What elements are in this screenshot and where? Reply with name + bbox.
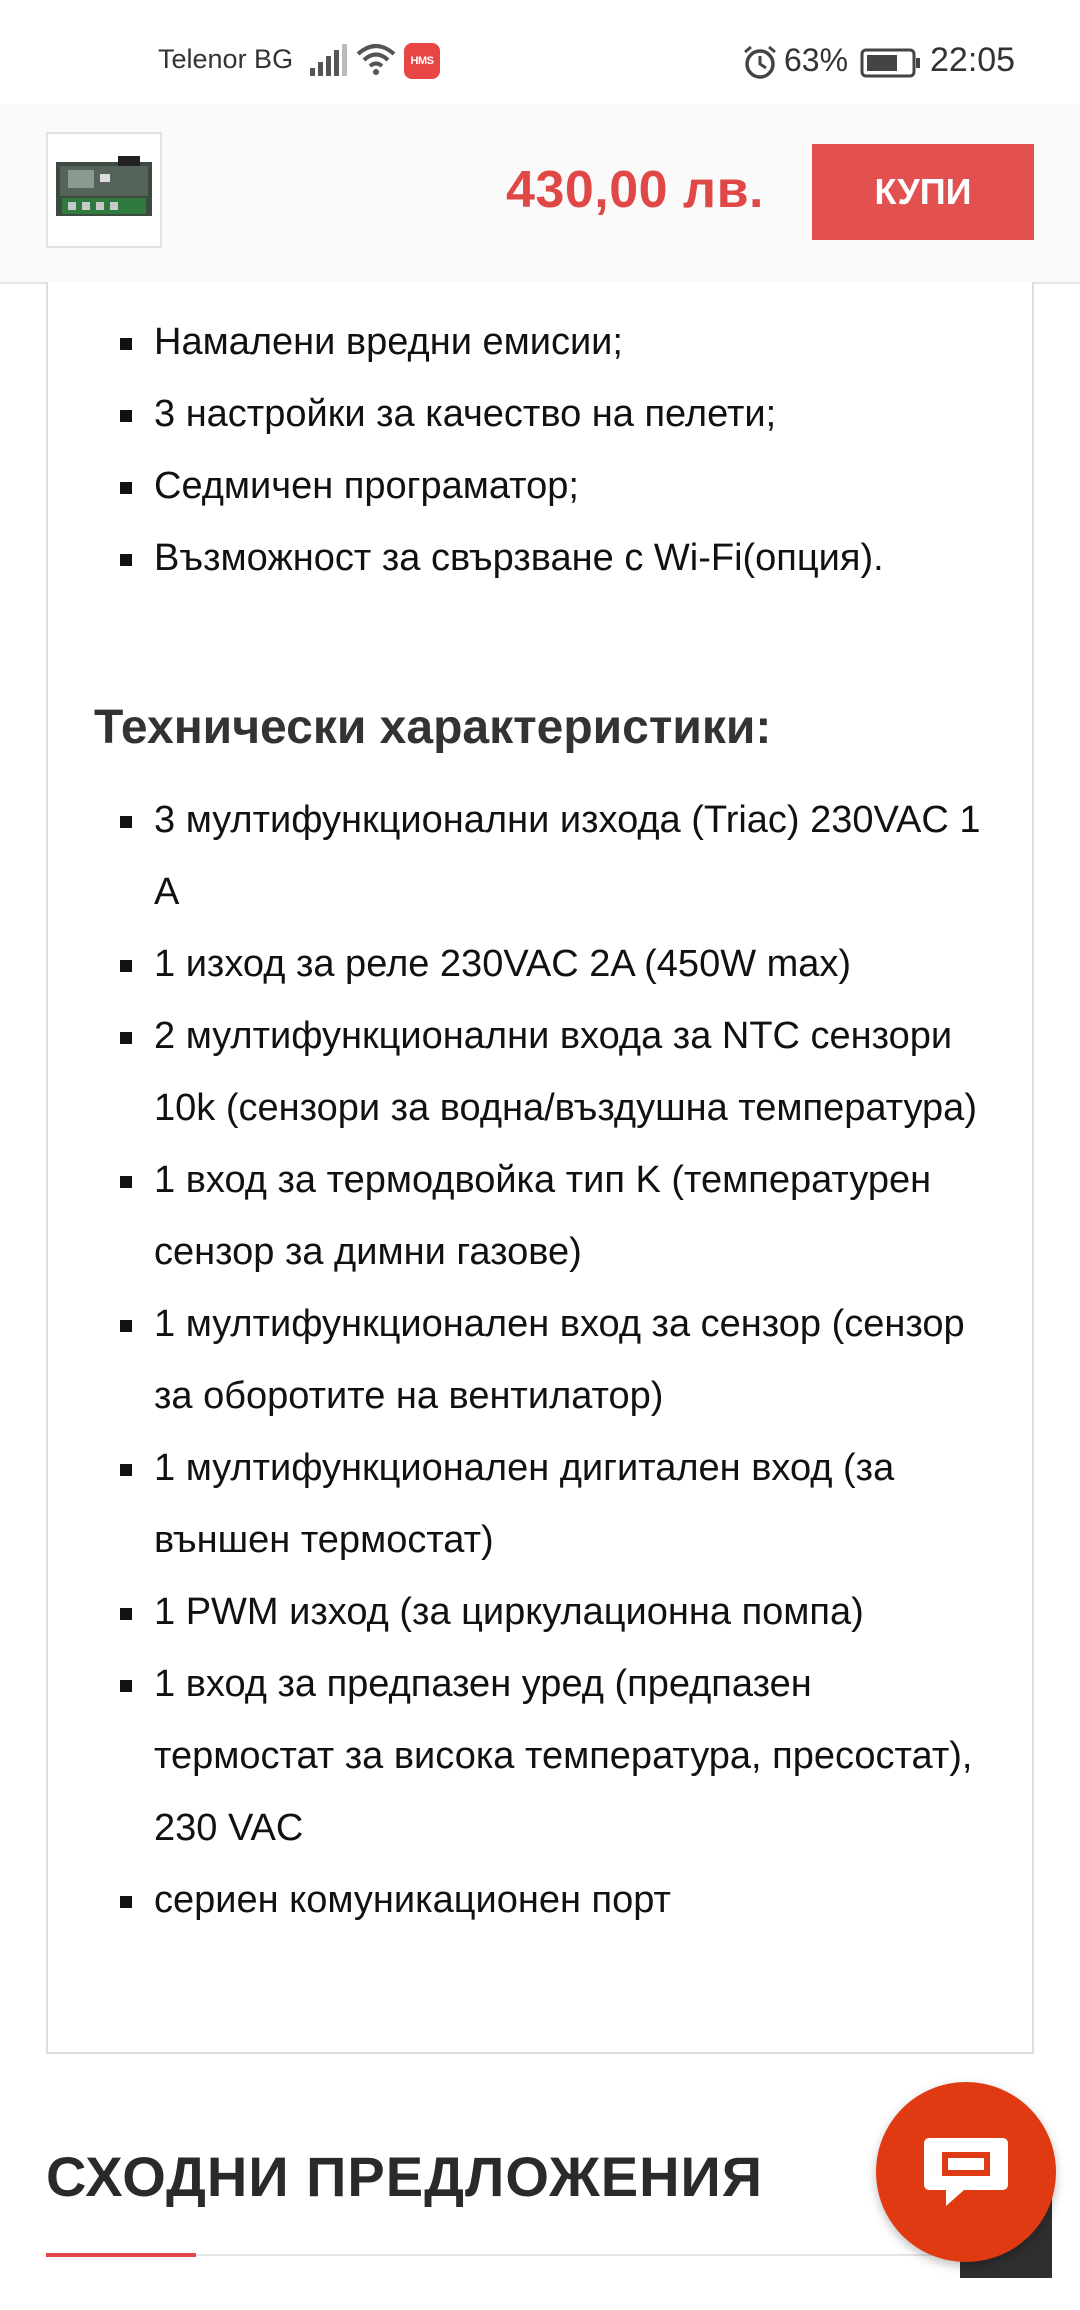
list-item: сериен комуникационен порт: [48, 1864, 988, 1936]
specs-heading: Технически характеристики:: [94, 701, 772, 754]
product-description: [46, 282, 1034, 2054]
alarm-icon: [742, 44, 778, 80]
bullet: [120, 1032, 132, 1044]
bullet: [120, 1608, 132, 1620]
heading-divider-accent: [46, 2253, 196, 2257]
chat-bubble-icon: [920, 2126, 1012, 2218]
product-price: 430,00 лв.: [506, 161, 764, 219]
bullet: [120, 1176, 132, 1188]
status-bar: [0, 0, 1080, 104]
buy-button[interactable]: КУПИ: [812, 144, 1034, 240]
list-item: 1 мултифункционален вход за сензор (сензор за оборотите на вентилатор): [48, 1288, 988, 1432]
list-item: 1 PWM изход (за циркулационна помпа): [48, 1576, 988, 1648]
list-item: 1 мултифункционален дигитален вход (за външен термостат): [48, 1432, 988, 1576]
battery-percent: 63%: [784, 42, 849, 78]
sticky-buy-bar: [0, 104, 1080, 284]
list-item: 3 мултифункционални изхода (Triac) 230VAC 1 A: [48, 784, 988, 928]
list-item: Намалени вредни емисии;: [48, 306, 988, 378]
list-item: Възможност за свързване с Wi-Fi(опция).: [48, 522, 988, 594]
bullet: [120, 1680, 132, 1692]
wifi-icon: [356, 42, 396, 76]
product-thumbnail[interactable]: [46, 132, 162, 248]
bullet: [120, 554, 132, 566]
specs-list: [48, 784, 988, 1936]
carrier-label: Telenor BG: [158, 44, 294, 74]
bullet: [120, 1464, 132, 1476]
bullet: [120, 1896, 132, 1908]
list-item: 2 мултифункционални входа за NTC сензори 10k (сензори за водна/въздушна температура): [48, 1000, 988, 1144]
clock: 22:05: [930, 41, 1016, 79]
signal-icon: [308, 44, 348, 78]
bullet: [120, 410, 132, 422]
battery-icon: [860, 48, 922, 78]
bullet: [120, 1320, 132, 1332]
bullet: [120, 338, 132, 350]
bullet: [120, 960, 132, 972]
list-item: 1 вход за предпазен уред (предпазен термостат за висока температура, пресостат), 230 VAC: [48, 1648, 988, 1864]
chat-button[interactable]: [876, 2082, 1056, 2262]
bullet: [120, 816, 132, 828]
list-item: 3 настройки за качество на пелети;: [48, 378, 988, 450]
hms-notification-icon: HMS: [404, 43, 440, 79]
feature-list: [48, 306, 988, 594]
list-item: 1 изход за реле 230VAC 2A (450W max): [48, 928, 988, 1000]
similar-offers-heading: СХОДНИ ПРЕДЛОЖЕНИЯ: [46, 2145, 764, 2208]
list-item: Седмичен програматор;: [48, 450, 988, 522]
bullet: [120, 482, 132, 494]
controller-board-image: [48, 134, 160, 246]
list-item: 1 вход за термодвойка тип K (температурен сензор за димни газове): [48, 1144, 988, 1288]
